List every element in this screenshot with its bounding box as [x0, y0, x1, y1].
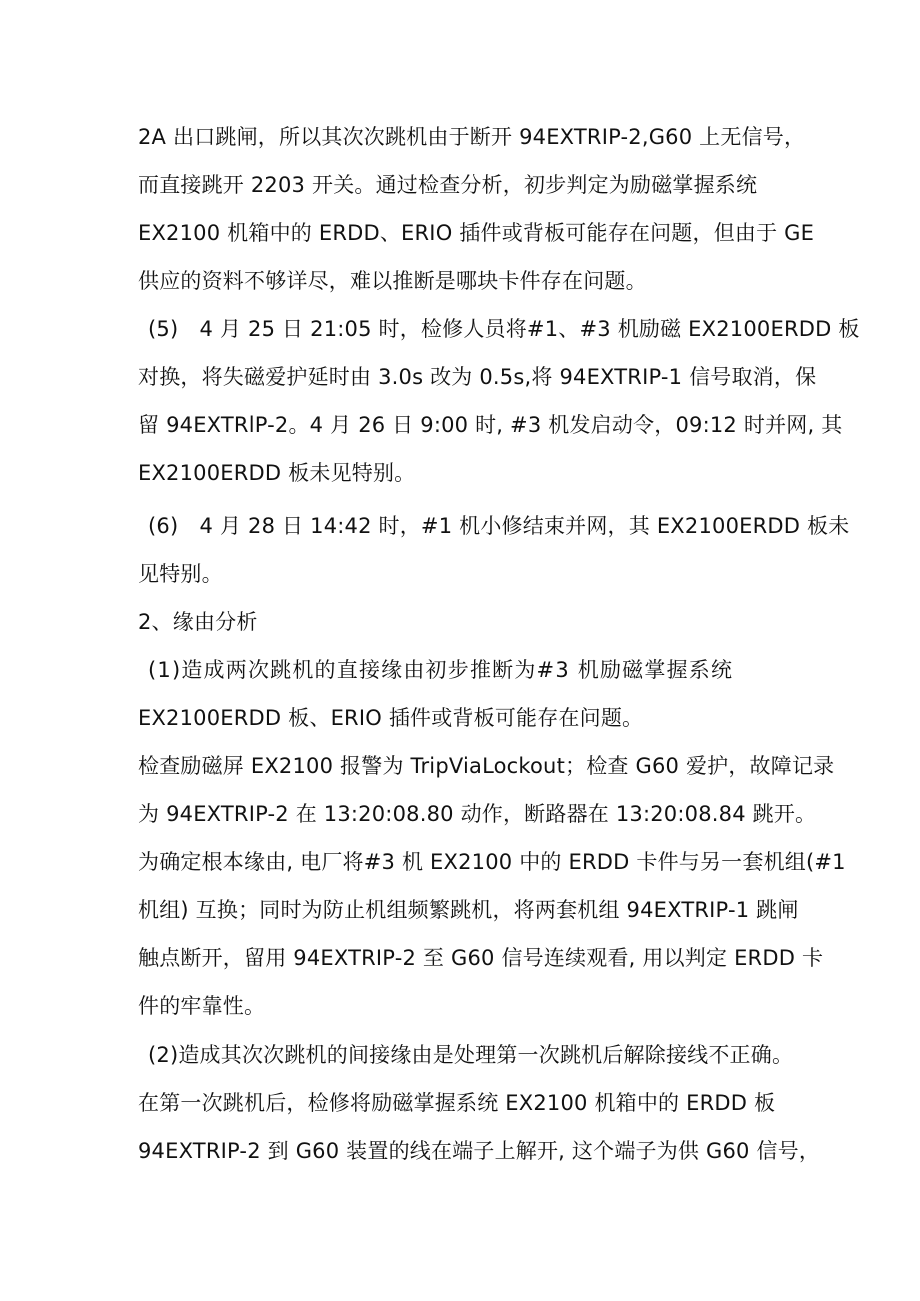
- section-heading: 2、缘由分析: [138, 610, 258, 634]
- text-line: 检查励磁屏 EX2100 报警为 TripViaLockout；检查 G60 爱护，故障记录: [138, 754, 835, 778]
- text-line: 件的牢靠性。: [138, 994, 266, 1018]
- text-line: 触点断开，留用 94EXTRIP-2 至 G60 信号连续观看, 用以判定 ERDD 卡: [138, 946, 824, 970]
- text-line: EX2100ERDD 板未见特别。: [138, 461, 416, 485]
- text-line: 在第一次跳机后，检修将励磁掌握系统 EX2100 机箱中的 ERDD 板: [138, 1091, 776, 1115]
- text-line: (1)造成两次跳机的直接缘由初步推断为#3 机励磁掌握系统: [148, 658, 734, 682]
- text-line: EX2100ERDD 板、ERIO 插件或背板可能存在问题。: [138, 706, 644, 730]
- text-line: (2)造成其次次跳机的间接缘由是处理第一次跳机后解除接线不正确。: [148, 1043, 794, 1067]
- text-line: (5) 4 月 25 日 21:05 时，检修人员将#1、#3 机励磁 EX2100ERDD 板: [148, 317, 860, 341]
- text-line: 为 94EXTRIP-2 在 13:20:08.80 动作，断路器在 13:20:08.84 跳开。: [138, 802, 817, 826]
- text-line: 而直接跳开 2203 开关。通过检查分析，初步判定为励磁掌握系统: [138, 173, 758, 197]
- text-line: 为确定根本缘由, 电厂将#3 机 EX2100 中的 ERDD 卡件与另一套机组(#1: [138, 850, 846, 874]
- text-line: 机组) 互换；同时为防止机组频繁跳机，将两套机组 94EXTRIP-1 跳闸: [138, 898, 799, 922]
- text-line: 对换，将失磁爱护延时由 3.0s 改为 0.5s,将 94EXTRIP-1 信号取消，保: [138, 365, 817, 389]
- text-line: 2A 出口跳闸，所以其次次跳机由于断开 94EXTRIP-2,G60 上无信号，: [138, 125, 806, 149]
- text-line: 留 94EXTRlP-2。4 月 26 日 9:00 时, #3 机发启动令，09:12 时并网, 其: [138, 413, 843, 437]
- text-line: 见特别。: [138, 562, 223, 586]
- text-line: (6) 4 月 28 日 14:42 时，#1 机小修结束并网，其 EX2100ERDD 板未: [148, 514, 850, 538]
- text-line: EX2100 机箱中的 ERDD、ERIO 插件或背板可能存在问题，但由于 GE: [138, 221, 815, 245]
- text-line: 供应的资料不够详尽，难以推断是哪块卡件存在问题。: [138, 269, 647, 293]
- text-line: 94EXTRIP-2 到 G60 装置的线在端子上解开, 这个端子为供 G60 信号，: [138, 1139, 821, 1163]
